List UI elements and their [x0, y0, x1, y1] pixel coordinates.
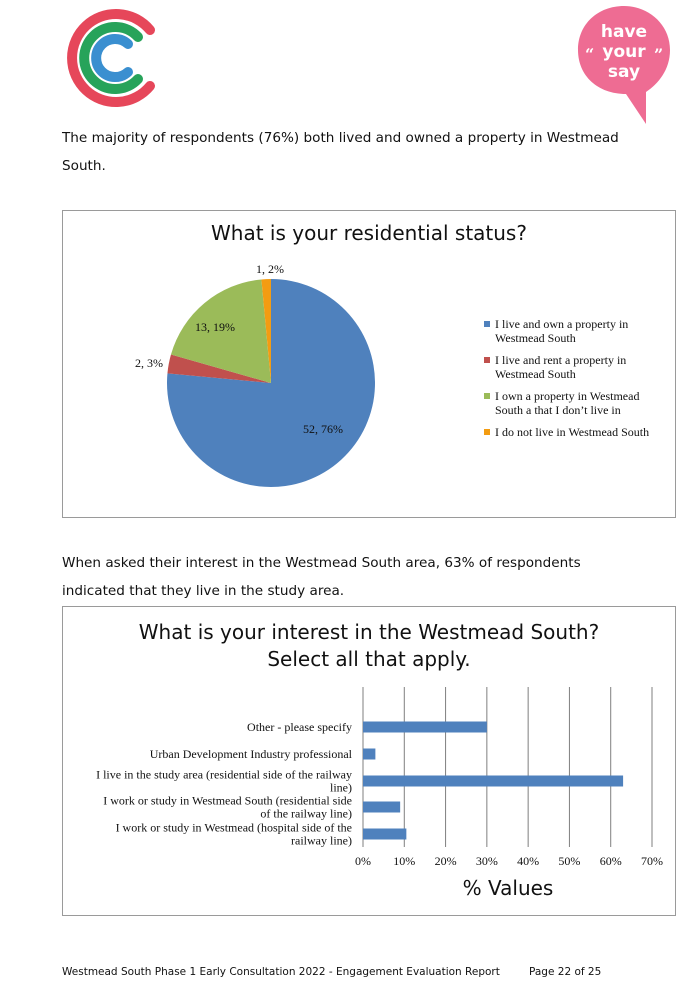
legend-swatch [484, 393, 490, 399]
pie-data-label: 13, 19% [195, 320, 235, 334]
y-category-label: railway line) [291, 833, 352, 848]
legend-entry: I live and rent a property in [495, 353, 627, 367]
y-category-label: Other - please specify [247, 720, 352, 734]
bar [363, 749, 375, 760]
legend-entry: I live and own a property in [495, 317, 629, 331]
pie-data-label: 52, 76% [303, 422, 343, 436]
bar-x-axis-label: % Values [462, 876, 554, 900]
pie-data-label: 1, 2% [256, 262, 284, 276]
x-tick-label: 30% [475, 854, 498, 868]
hys-line-3: say [607, 62, 641, 82]
pie-chart [63, 211, 675, 517]
bar-chart-subtitle: Select all that apply. [267, 647, 471, 671]
footer-page-number: Page 22 of 25 [529, 966, 602, 978]
legend-swatch [484, 321, 490, 327]
bar [363, 776, 623, 787]
hys-quote-close: ” [654, 45, 664, 64]
intro-paragraph: The majority of respondents (76%) both lived and owned a property in Westmead South. [62, 130, 619, 174]
x-tick-label: 40% [517, 854, 540, 868]
legend-swatch [484, 429, 490, 435]
bar [363, 722, 487, 733]
bar [363, 829, 406, 840]
bar [363, 802, 400, 813]
pie-data-label: 2, 3% [135, 356, 163, 370]
have-your-say-logo [574, 4, 674, 128]
pie-chart-title: What is your residential status? [211, 221, 527, 245]
interest-paragraph: When asked their interest in the Westmead South area, 63% of respondents indicated that they live in the study area. [62, 555, 581, 599]
legend-entry: Westmead South [495, 367, 576, 381]
bar-chart-frame [62, 606, 676, 916]
y-category-label: line) [330, 780, 352, 795]
x-tick-label: 10% [393, 854, 416, 868]
legend-entry: I do not live in Westmead South [495, 425, 650, 439]
y-category-label: I work or study in Westmead (hospital side of the [115, 820, 352, 835]
hys-quote-open: “ [585, 45, 595, 64]
x-tick-label: 20% [434, 854, 457, 868]
y-category-label: I work or study in Westmead South (residential side [103, 793, 352, 808]
bar-chart-title-line: What is your interest in the Westmead South? [138, 620, 600, 644]
x-tick-label: 50% [558, 854, 581, 868]
bar-chart [63, 607, 675, 915]
legend-entry: Westmead South [495, 331, 576, 345]
legend-entry: South a that I don’t live in [495, 403, 621, 417]
legend-entry: I own a property in Westmead [495, 389, 640, 403]
legend-swatch [484, 357, 490, 363]
x-tick-label: 60% [599, 854, 622, 868]
y-category-label: Urban Development Industry professional [149, 747, 352, 761]
hys-line-1: have [600, 22, 648, 42]
x-tick-label: 0% [355, 854, 371, 868]
y-category-label: of the railway line) [260, 806, 352, 821]
x-tick-label: 70% [641, 854, 663, 868]
pie-chart-frame [62, 210, 676, 518]
hys-line-2: your [602, 42, 646, 62]
c-logo-icon [62, 8, 162, 108]
footer-report-title: Westmead South Phase 1 Early Consultation 2022 - Engagement Evaluation Report [62, 966, 500, 978]
y-category-label: I live in the study area (residential side of the railway [96, 767, 352, 782]
